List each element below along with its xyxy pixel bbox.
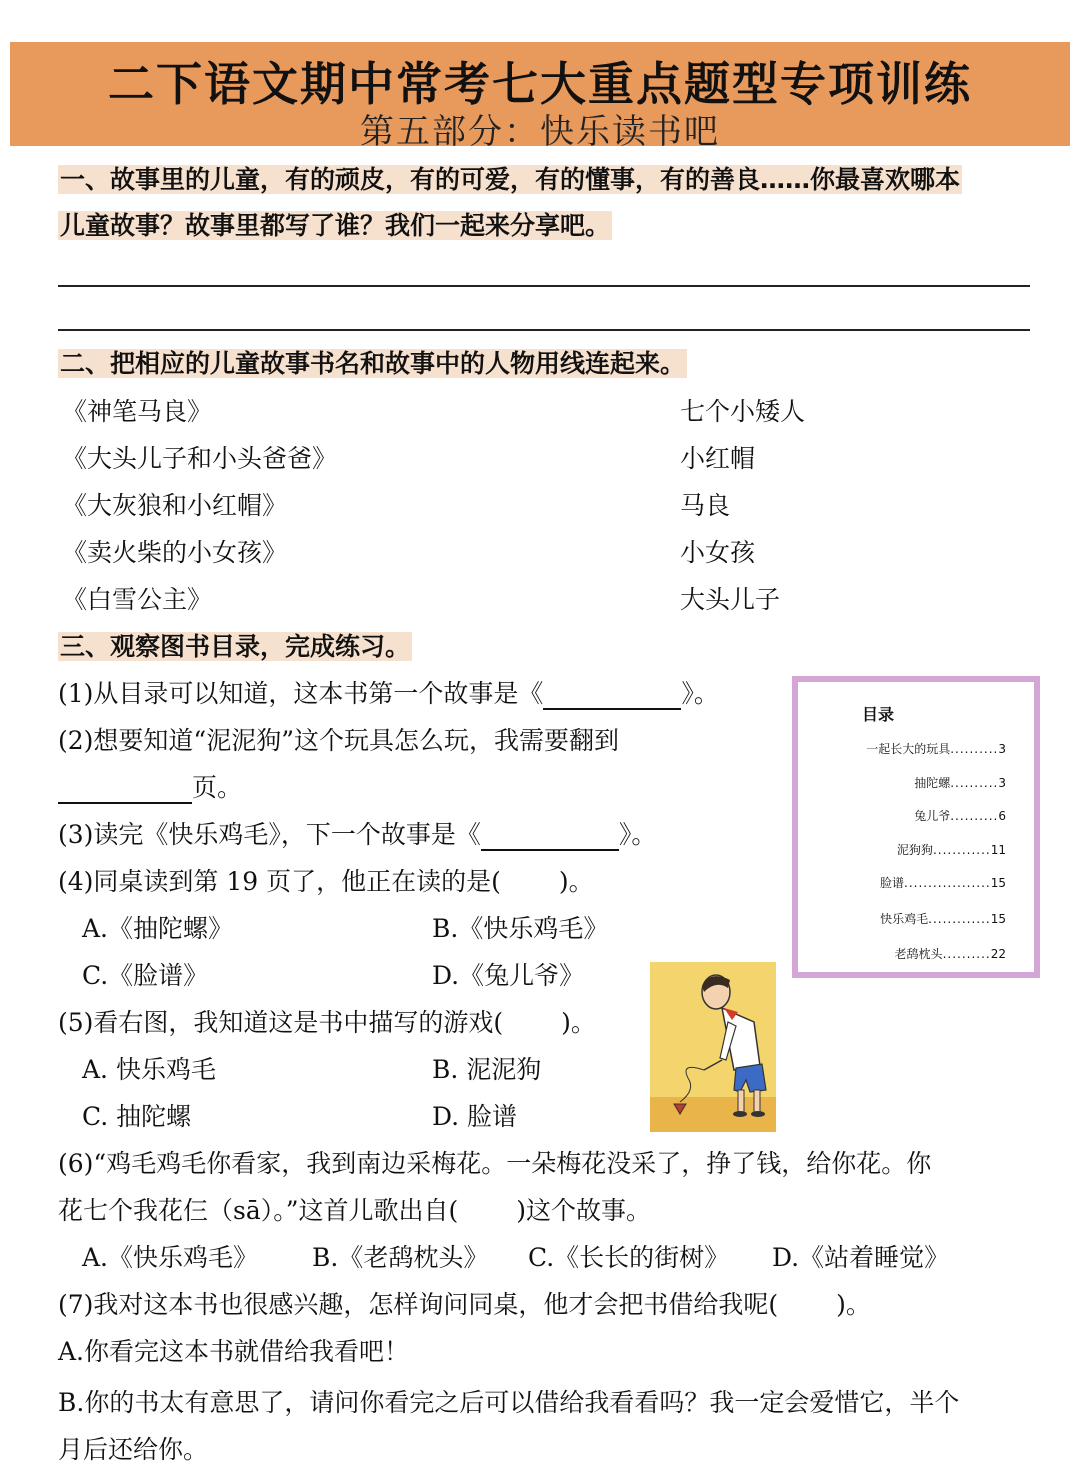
question-2-cont: 页。	[58, 768, 242, 804]
option[interactable]: C.《脸谱》	[82, 961, 209, 990]
spinning-top-illustration	[650, 962, 776, 1132]
page-title: 二下语文期中常考七大重点题型专项训练	[108, 57, 972, 111]
option[interactable]: D.《兔儿爷》	[432, 961, 585, 990]
toc-title: 目录	[862, 705, 895, 724]
toc-row: 快乐鸡毛.............15	[880, 912, 1006, 926]
answer-line-1[interactable]	[58, 285, 1030, 287]
toc-row: 抽陀螺..........3	[914, 776, 1006, 790]
option-cont: 月后还给你。	[58, 1435, 209, 1464]
page-subtitle: 第五部分：快乐读书吧	[360, 112, 720, 152]
character-name[interactable]: 大头儿子	[680, 585, 781, 614]
option[interactable]: A.《快乐鸡毛》	[82, 1243, 259, 1272]
book-title[interactable]: 《大灰狼和小红帽》	[62, 491, 288, 520]
book-title[interactable]: 《卖火柴的小女孩》	[62, 538, 288, 567]
question-6-line2: 花七个我花仨（sā）。”这首儿歌出自( )这个故事。	[58, 1196, 651, 1225]
question-7: (7)我对这本书也很感兴趣，怎样询问同桌，他才会把书借给我呢( )。	[58, 1290, 871, 1319]
question-5: (5)看右图，我知道这是书中描写的游戏( )。	[58, 1008, 596, 1037]
question-4: (4)同桌读到第 19 页了，他正在读的是( )。	[58, 867, 594, 896]
toc-row: 老鸹枕头..........22	[894, 947, 1006, 961]
book-title[interactable]: 《神笔马良》	[62, 397, 213, 426]
book-title[interactable]: 《白雪公主》	[62, 585, 213, 614]
table-of-contents-card	[792, 676, 1040, 978]
answer-line-2[interactable]	[58, 329, 1030, 331]
boy-playing-top-icon	[650, 962, 776, 1132]
option[interactable]: B.你的书太有意思了，请问你看完之后可以借给我看看吗？我一定会爱惜它，半个	[58, 1388, 960, 1417]
option[interactable]: D.《站着睡觉》	[772, 1243, 950, 1272]
book-title[interactable]: 《大头儿子和小头爸爸》	[62, 444, 338, 473]
character-name[interactable]: 马良	[680, 491, 731, 520]
section1-prompt-line2: 儿童故事？故事里都写了谁？我们一起来分享吧。	[60, 211, 611, 240]
option[interactable]: C. 抽陀螺	[82, 1102, 192, 1131]
question-3: (3)读完《快乐鸡毛》，下一个故事是《 》。	[58, 820, 657, 849]
character-name[interactable]: 七个小矮人	[680, 397, 806, 426]
option[interactable]: A.《抽陀螺》	[82, 914, 234, 943]
option[interactable]: C.《长长的街树》	[528, 1243, 730, 1272]
question-1: (1)从目录可以知道，这本书第一个故事是《 》。	[58, 679, 719, 708]
character-name[interactable]: 小红帽	[680, 444, 756, 473]
toc-row: 泥狗狗............11	[896, 843, 1006, 857]
option[interactable]: B. 泥泥狗	[432, 1055, 542, 1084]
question-2: (2)想要知道“泥泥狗”这个玩具怎么玩，我需要翻到	[58, 726, 619, 755]
question-6-line1: (6)“鸡毛鸡毛你看家，我到南边采梅花。一朵梅花没采了，挣了钱，给你花。你	[58, 1149, 932, 1178]
option[interactable]: A.你看完这本书就借给我看吧！	[58, 1337, 410, 1366]
section2-heading: 二、把相应的儿童故事书名和故事中的人物用线连起来。	[60, 349, 686, 378]
answer-blank[interactable]	[58, 773, 192, 804]
section1-prompt-line1: 一、故事里的儿童，有的顽皮，有的可爱，有的懂事，有的善良……你最喜欢哪本	[60, 165, 961, 194]
option[interactable]: B.《老鸹枕头》	[312, 1243, 489, 1272]
option[interactable]: D. 脸谱	[432, 1102, 518, 1131]
option[interactable]: B.《快乐鸡毛》	[432, 914, 609, 943]
answer-blank[interactable]	[481, 820, 619, 851]
toc-row: 兔儿爷..........6	[914, 809, 1006, 823]
option[interactable]: A. 快乐鸡毛	[82, 1055, 216, 1084]
answer-blank[interactable]	[543, 679, 681, 710]
character-name[interactable]: 小女孩	[680, 538, 756, 567]
section3-heading: 三、观察图书目录，完成练习。	[60, 632, 411, 661]
toc-row: 一起长大的玩具..........3	[866, 742, 1006, 756]
toc-row: 脸谱..................15	[880, 876, 1006, 890]
